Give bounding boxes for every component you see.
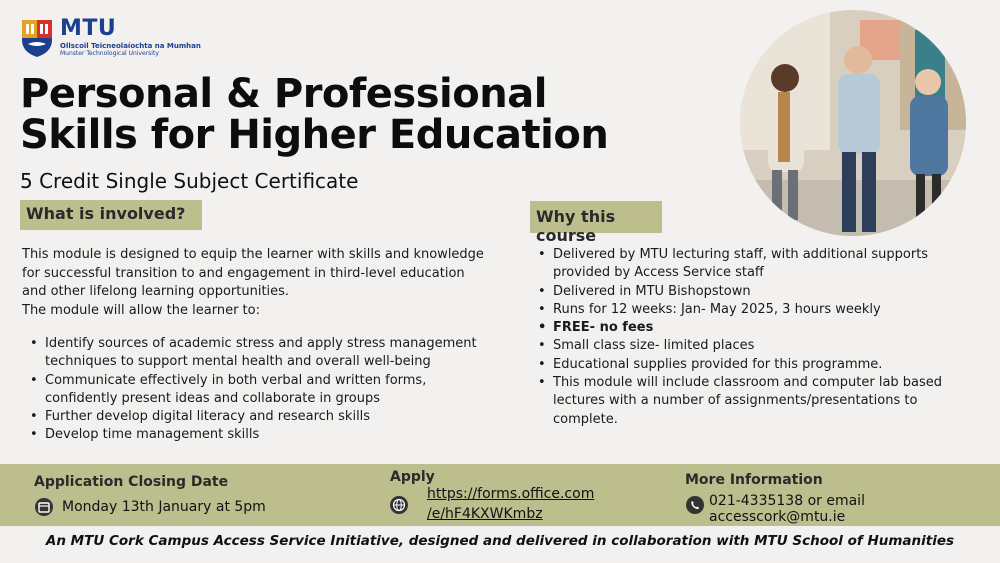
apply-link-line-1[interactable]: https://forms.office.com [427,486,595,502]
closing-date-value: Monday 13th January at 5pm [62,499,266,515]
crest-icon [20,18,54,58]
intro-paragraph: This module is designed to equip the learner with skills and knowledge for successful transition to and engagement in third-level education and other lifelong learning opportunities. [22,247,484,299]
mtu-logo [20,18,201,58]
course-benefits-list [530,246,950,429]
list-item: • Delivered by MTU lecturing staff, with additional supports provided by Access Service staff [530,246,950,283]
logo-abbr: MTU [60,16,117,41]
list-item: • Communicate effectively in both verbal and written forms, confidently present ideas and collaborate in groups [22,372,492,409]
intro-lead-in: The module will allow the learner to: [22,302,260,318]
closing-date-heading: Application Closing Date [34,474,229,490]
list-item: • Small class size- limited places [530,337,950,355]
apply-link[interactable] [427,484,594,524]
apply-link-line-2[interactable]: /e/hF4KXWKmbz [427,506,543,522]
learning-outcomes-list [22,335,492,445]
more-info-heading: More Information [685,472,823,488]
calendar-icon [35,498,53,516]
list-item: • Identify sources of academic stress and apply stress management techniques to support mental health and overall well-being [22,335,492,372]
list-item: • Delivered in MTU Bishopstown [530,283,950,301]
list-item: • FREE- no fees [530,319,950,337]
what-is-involved-heading: What is involved? [20,200,202,230]
list-item: • This module will include classroom and computer lab based lectures with a number of assignments/presentations to complete. [530,374,950,429]
list-item: • Further develop digital literacy and research skills [22,408,492,426]
logo-irish-name: Ollscoil Teicneolaíochta na Mumhan [60,42,201,50]
phone-icon [686,496,704,514]
title-line-2: Skills for Higher Education [20,112,609,158]
list-item: • Develop time management skills [22,426,492,444]
page-title [20,71,740,158]
title-line-1: Personal & Professional [20,71,547,117]
page-subtitle: 5 Credit Single Subject Certificate [20,169,359,193]
info-band [0,464,1000,526]
apply-heading: Apply [390,469,435,485]
logo-english-name: Munster Technological University [60,50,159,57]
why-this-course-heading: Why this course [530,201,662,233]
contact-details: 021-4335138 or email accesscork@mtu.ie [709,493,865,525]
list-item: • Runs for 12 weeks: Jan- May 2025, 3 hours weekly [530,301,950,319]
module-intro [22,246,492,320]
students-photo [740,10,966,236]
globe-icon [390,496,408,514]
footer-note: An MTU Cork Campus Access Service Initiative, designed and delivered in collaboration with MTU School of Humanities [45,533,955,549]
list-item: • Educational supplies provided for this programme. [530,356,950,374]
